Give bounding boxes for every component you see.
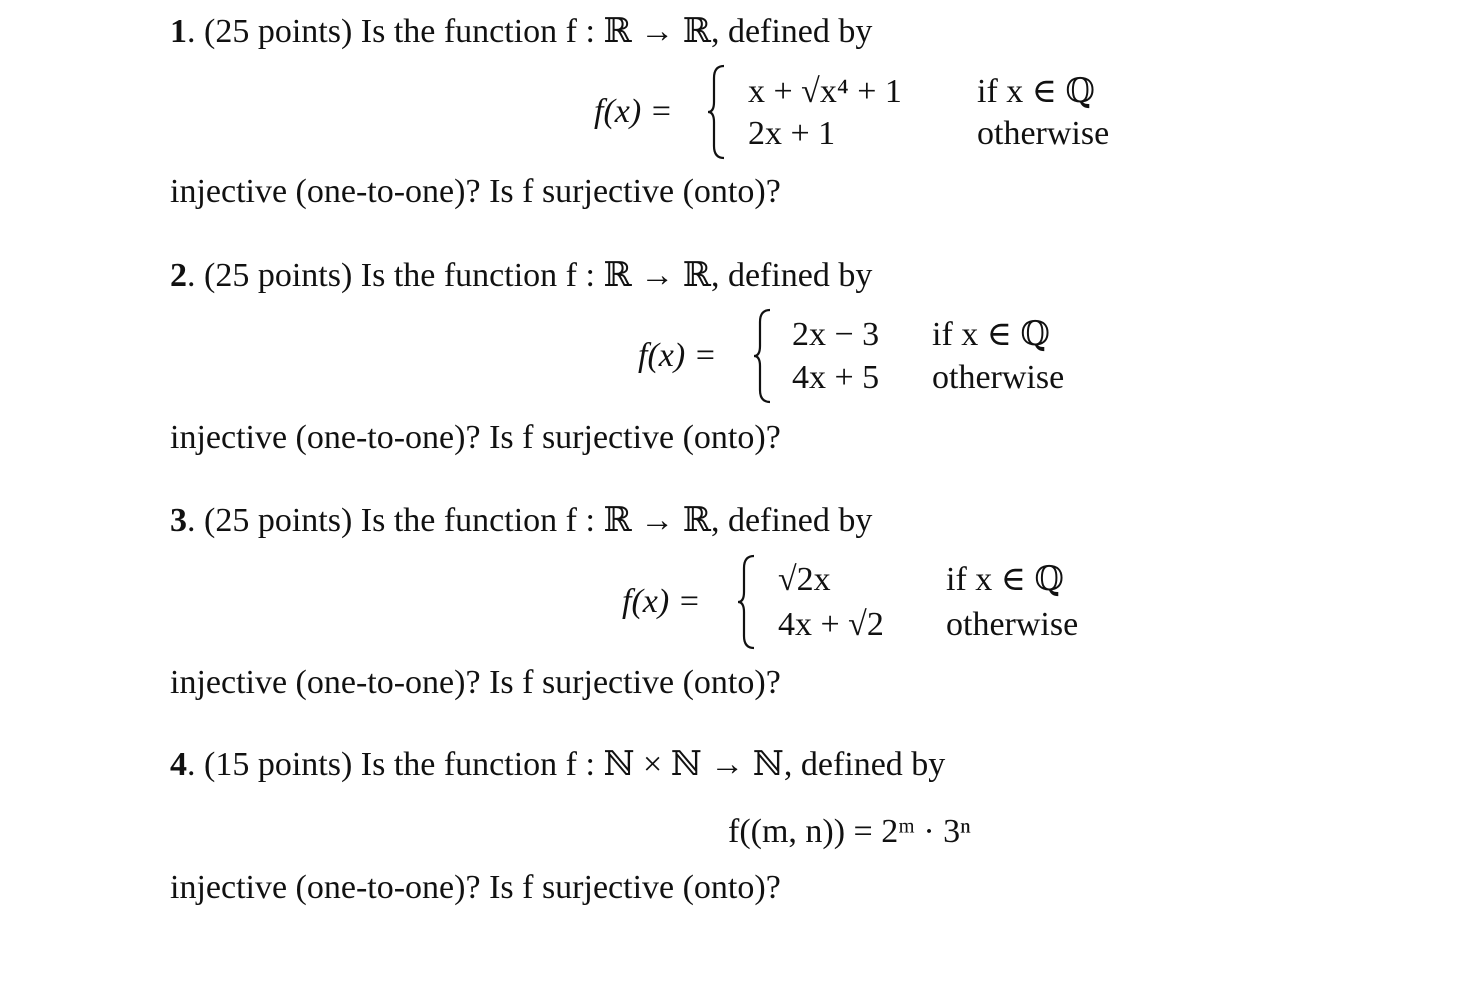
- problem-3-number: 3: [170, 502, 187, 539]
- problem-4-heading: 4. (15 points) Is the function f : ℕ × ℕ → ℕ, defined by: [170, 746, 946, 783]
- problem-1-brace: [706, 64, 726, 160]
- problem-2-case2-cond: otherwise: [932, 359, 1065, 396]
- problem-3-brace: [736, 554, 756, 650]
- problem-2-case2-expr: 4x + 5: [792, 359, 880, 396]
- problem-3-domain: f : ℝ → ℝ, defined by: [565, 502, 873, 539]
- problem-4-formula: f((m, n)) = 2ᵐ · 3ⁿ: [728, 813, 971, 850]
- problem-2-header: (25 points) Is the function: [204, 257, 558, 294]
- problem-1-heading: 1. (25 points) Is the function f : ℝ → ℝ, defined by: [170, 13, 873, 50]
- problem-1-case2-cond: otherwise: [977, 115, 1110, 152]
- problem-3-heading: 3. (25 points) Is the function f : ℝ → ℝ, defined by: [170, 502, 873, 539]
- problem-1-case1-expr: x + √x⁴ + 1: [748, 73, 902, 110]
- problem-1-header: (25 points) Is the function: [204, 13, 558, 50]
- problem-2-question: injective (one-to-one)? Is f surjective (onto)?: [170, 419, 781, 456]
- problem-1-number: 1: [170, 13, 187, 50]
- problem-2-case1-expr: 2x − 3: [792, 316, 880, 353]
- problem-3-case2-expr: 4x + √2: [778, 606, 884, 643]
- problem-4-question: injective (one-to-one)? Is f surjective (onto)?: [170, 869, 781, 906]
- problem-3-lhs: f(x) =: [622, 583, 701, 620]
- problem-1-lhs: f(x) =: [594, 93, 673, 130]
- problem-4-number: 4: [170, 746, 187, 783]
- problem-1-case2-expr: 2x + 1: [748, 115, 836, 152]
- problem-2-brace: [752, 308, 772, 404]
- problem-4-domain: f : ℕ × ℕ → ℕ, defined by: [565, 746, 946, 783]
- problem-3-case2-cond: otherwise: [946, 606, 1079, 643]
- problem-2-lhs: f(x) =: [638, 337, 717, 374]
- problem-3-case1-cond: if x ∈ ℚ: [946, 561, 1065, 598]
- problem-1-domain: f : ℝ → ℝ, defined by: [565, 13, 873, 50]
- problem-2-case1-cond: if x ∈ ℚ: [932, 316, 1051, 353]
- problem-1-question: injective (one-to-one)? Is f surjective (onto)?: [170, 173, 781, 210]
- problem-3-question: injective (one-to-one)? Is f surjective (onto)?: [170, 664, 781, 701]
- problem-2-number: 2: [170, 257, 187, 294]
- problem-4-header: (15 points) Is the function: [204, 746, 558, 783]
- problem-2-domain: f : ℝ → ℝ, defined by: [565, 257, 873, 294]
- problem-2-heading: 2. (25 points) Is the function f : ℝ → ℝ, defined by: [170, 257, 873, 294]
- problem-1-case1-cond: if x ∈ ℚ: [977, 73, 1096, 110]
- problem-3-case1-expr: √2x: [778, 561, 831, 598]
- problem-3-header: (25 points) Is the function: [204, 502, 558, 539]
